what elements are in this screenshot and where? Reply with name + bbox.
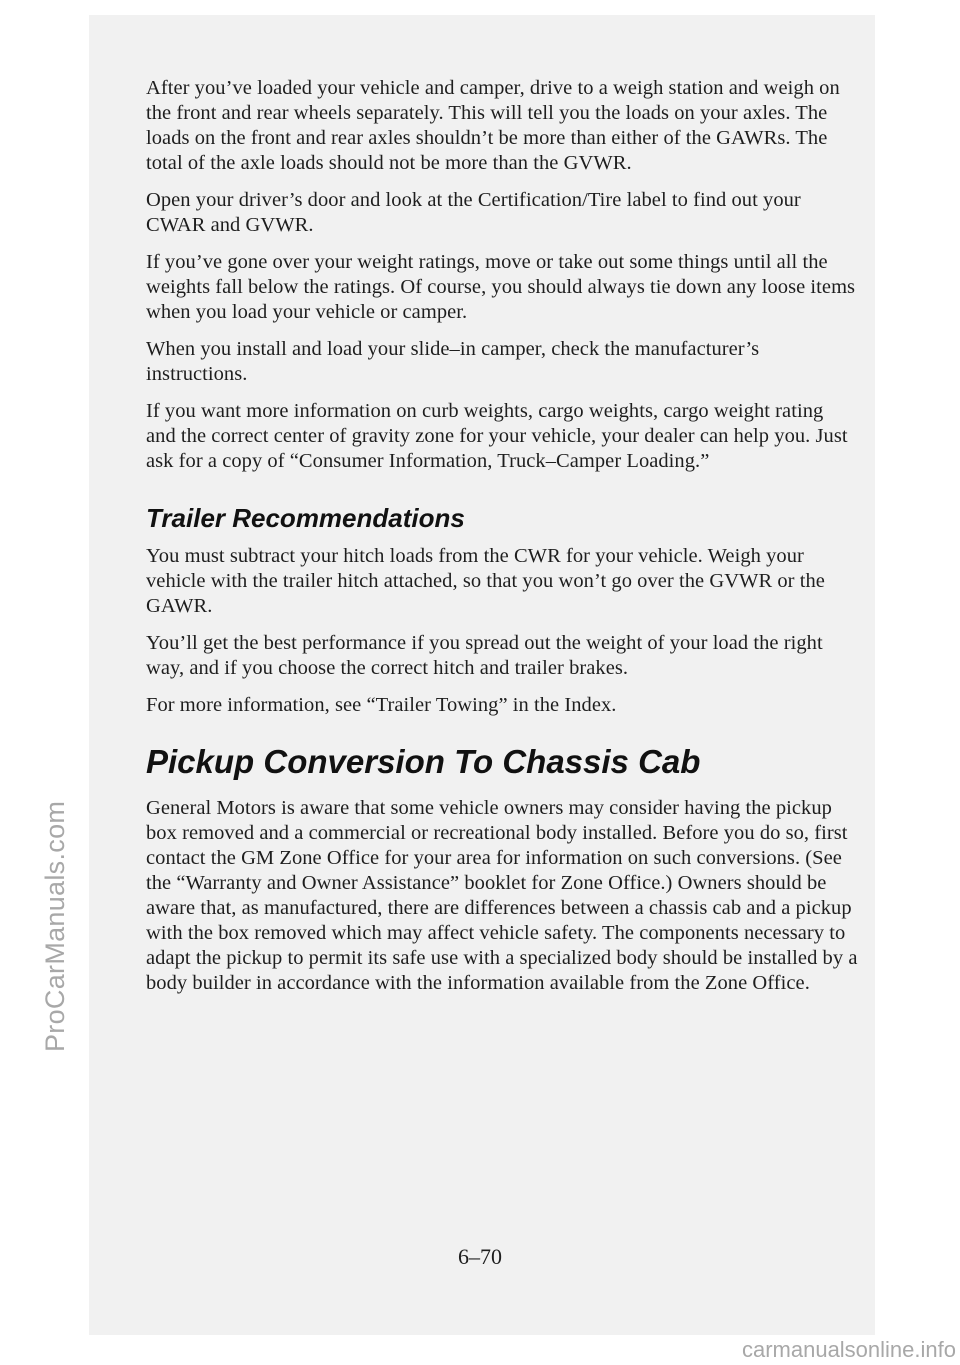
side-watermark: ProCarManuals.com <box>40 800 70 1052</box>
paragraph-certification-label: Open your driver’s door and look at the Certification/Tire label to find out your CWAR and GVWR. <box>146 189 801 236</box>
heading-trailer-recommendations: Trailer Recommendations <box>146 503 465 533</box>
paragraph-trailer-towing-ref: For more information, see “Trailer Towing” in the Index. <box>146 694 617 716</box>
paragraph-pickup-conversion: General Motors is aware that some vehicle owners may consider having the pickup box removed and a commercial or recreational body installed. Before you do so, first contact the GM Zone Office for your area for information on such conversions. (See the “Warranty and Owner Assistance” booklet for Zone Office.) Owners should be aware that, as manufactured, there are differences between a chassis cab and a pickup with the box removed which may affect vehicle safety. The components necessary to adapt the pickup to permit its safe use with a specialized body should be installed by a body builder in accordance with the information available from the Zone Office. <box>146 797 858 994</box>
page-number: 6–70 <box>458 1244 502 1269</box>
paragraph-hitch-loads: You must subtract your hitch loads from the CWR for your vehicle. Weigh your vehicle with the trailer hitch attached, so that you won’t go over the GVWR or the GAWR. <box>146 545 825 617</box>
bottom-watermark: carmanualsonline.info <box>741 1337 956 1362</box>
paragraph-weight-ratings: If you’ve gone over your weight ratings, move or take out some things until all the weights fall below the ratings. Of course, you should always tie down any loose items when you load your vehicle or camper. <box>146 251 856 323</box>
paragraph-more-information: If you want more information on curb weights, cargo weights, cargo weight rating and the correct center of gravity zone for your vehicle, your dealer can help you. Just ask for a copy of “Consumer Information, Truck–Camper Loading.” <box>146 400 848 472</box>
page-content <box>146 76 858 1008</box>
paragraph-best-performance: You’ll get the best performance if you spread out the weight of your load the right way, and if you choose the correct hitch and trailer brakes. <box>146 632 823 679</box>
paragraph-slide-in-camper: When you install and load your slide–in camper, check the manufacturer’s instructions. <box>146 338 760 385</box>
paragraph-weigh-station: After you’ve loaded your vehicle and camper, drive to a weigh station and weigh on the front and rear wheels separately. This will tell you the loads on your axles. The loads on the front and rear axles shouldn’t be more than either of the GAWRs. The total of the axle loads should not be more than the GVWR. <box>146 77 840 174</box>
heading-pickup-conversion: Pickup Conversion To Chassis Cab <box>146 743 701 780</box>
